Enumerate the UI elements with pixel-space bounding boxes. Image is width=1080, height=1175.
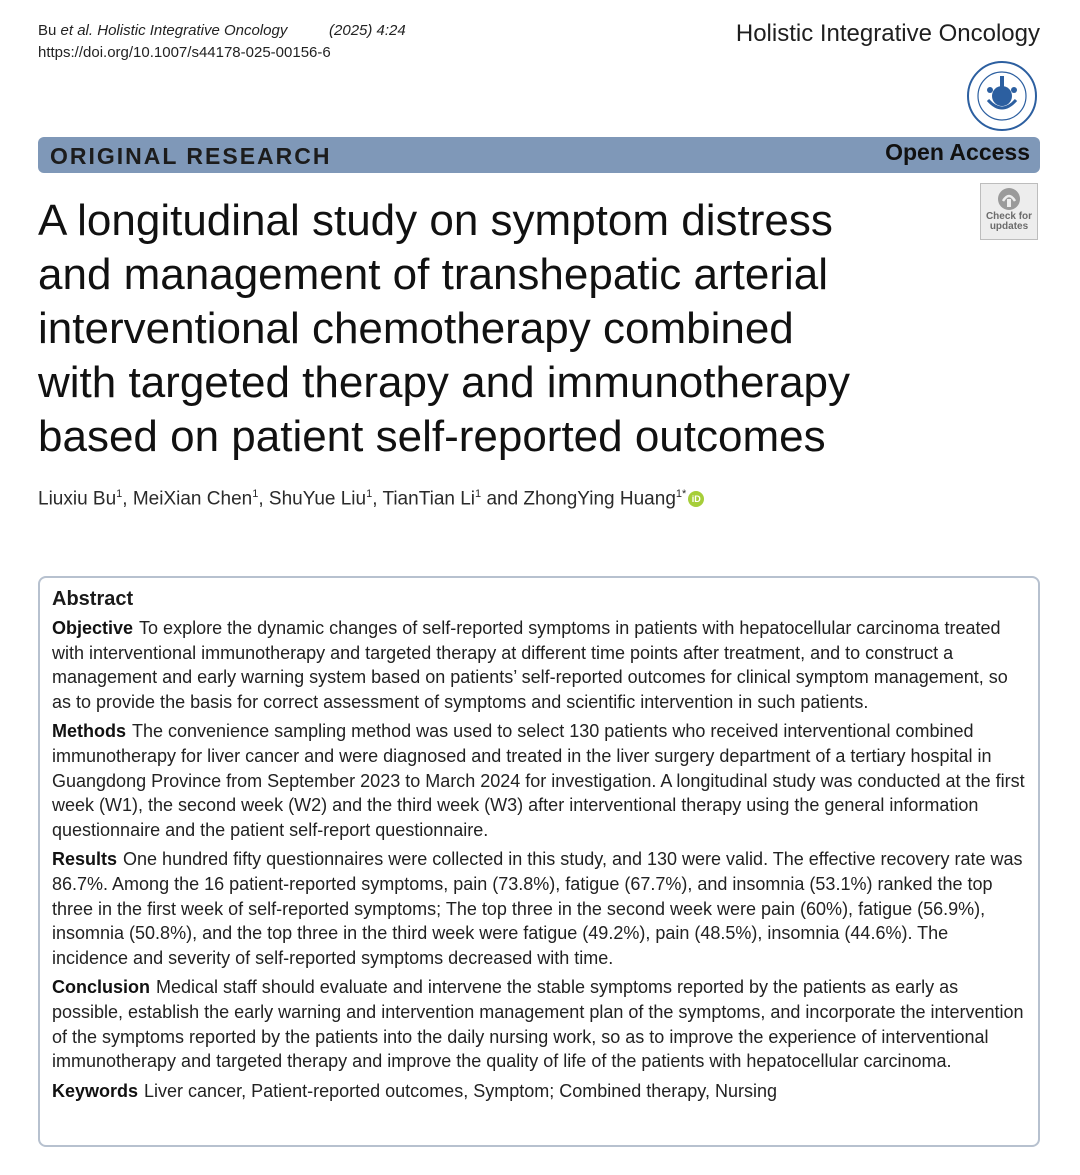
doi-link[interactable]: https://doi.org/10.1007/s44178-025-00156-6 (38, 44, 331, 61)
keywords-text: Liver cancer, Patient-reported outcomes, Symptom; Combined therapy, Nursing (144, 1080, 777, 1101)
title-line: interventional chemotherapy combined (38, 304, 794, 353)
author-name[interactable]: ShuYue Liu (268, 488, 367, 510)
title-line: A longitudinal study on symptom distress (38, 196, 833, 245)
methods-label: Methods (52, 721, 126, 742)
open-access-label: Open Access (885, 139, 1030, 165)
conclusion-text: Medical staff should evaluate and intervene the stable symptoms reported by the patients as early as possible, establish the early warning and intervention management plan of the symptoms, and incorporate the intervention of the symptoms reported by the patients into the daily nursing work, so as to improve the experience of interventional immunotherapy and targeted therapy and improve the quality of life of the patients with hepatocellular carcinoma. (52, 977, 1024, 1072)
author-list: Liuxiu Bu$^1$, MeiXian Chen$^1$, ShuYue Liu$^1$, TianTian Li$^1$ and ZhongYing Huang$^{1*}$ iD (38, 488, 704, 510)
article-type-banner (38, 137, 1040, 173)
author-affiliation: 1 (366, 488, 373, 500)
title-line: and management of transhepatic arterial (38, 250, 829, 299)
citation-line (38, 20, 406, 42)
citation-journal: Holistic Integrative Oncology (97, 22, 288, 39)
abstract-results (52, 847, 1026, 970)
abstract-box (38, 576, 1040, 1147)
orcid-icon[interactable]: iD (688, 491, 704, 507)
author-affiliation: 1 (116, 488, 123, 500)
citation-author: Bu (38, 22, 57, 39)
keywords-label: Keywords (52, 1080, 139, 1101)
author-name[interactable]: MeiXian Chen (132, 488, 253, 510)
objective-text: To explore the dynamic changes of self-reported symptoms in patients with hepatocellular carcinoma treated with interventional immunotherapy and targeted therapy at different time points after treatment, and to construct a management and early warning system based on patients’ self-reported outcomes for clinical symptom management, so as to provide the basis for correct assessment of symptoms and scientific intervention in such patients. (52, 618, 1008, 712)
author-name[interactable]: Liuxiu Bu (38, 488, 117, 510)
check-for-updates-button[interactable] (980, 183, 1038, 240)
results-label: Results (52, 849, 118, 870)
journal-name: Holistic Integrative Oncology (735, 20, 1040, 47)
abstract-keywords (52, 1079, 1026, 1104)
title-line: based on patient self-reported outcomes (38, 412, 826, 461)
citation-etal: et al. (60, 22, 94, 39)
association-logo-icon (966, 60, 1038, 132)
author-name[interactable]: TianTian Li (382, 488, 476, 510)
author-affiliation: 1 (475, 488, 482, 500)
title-line: with targeted therapy and immunotherapy (38, 358, 851, 407)
author-affiliation: 1 (252, 488, 259, 500)
results-text: One hundred fifty questionnaires were collected in this study, and 130 were valid. The effective recovery rate was 86.7%. Among the 16 patient-reported symptoms, pain (73.8%), fatigue (67.7%), and insomnia (53.1%) ranked the top three in the first week of self-reported symptoms; The top three in the second week were pain (60%), fatigue (56.9%), insomnia (50.8%), and the top three in the third week were fatigue (49.2%), pain (48.5%), insomnia (44.6%). The incidence and severity of self-reported symptoms decreased with time. (52, 849, 1023, 968)
check-updates-line2: updates (989, 221, 1029, 232)
author-name[interactable]: ZhongYing Huang (523, 488, 676, 510)
abstract-heading: Abstract (52, 588, 134, 610)
check-updates-icon (997, 187, 1021, 211)
abstract-methods (52, 719, 1026, 842)
abstract-objective (52, 616, 1026, 714)
methods-text: The convenience sampling method was used to select 130 patients who received interventional combined immunotherapy for liver cancer and were diagnosed and treated in the liver surgery department of a tertiary hospital in Guangdong Province from September 2023 to March 2024 for investigation. A longitudinal study was conducted at the first week (W1), the second week (W2) and the third week (W3) after interventional therapy using the general information questionnaire and the patient self-report questionnaire. (52, 721, 1025, 840)
objective-label: Objective (52, 618, 134, 638)
article-title (38, 194, 968, 464)
check-updates-line1: Check for (985, 211, 1033, 222)
author-conjunction: and (486, 488, 519, 510)
author-affiliation: 1* (675, 488, 687, 500)
citation-block (38, 20, 406, 64)
article-type-label: ORIGINAL RESEARCH (50, 143, 332, 169)
citation-year: (2025) 4:24 (329, 22, 406, 39)
conclusion-label: Conclusion (52, 977, 150, 998)
abstract-conclusion (52, 975, 1026, 1073)
